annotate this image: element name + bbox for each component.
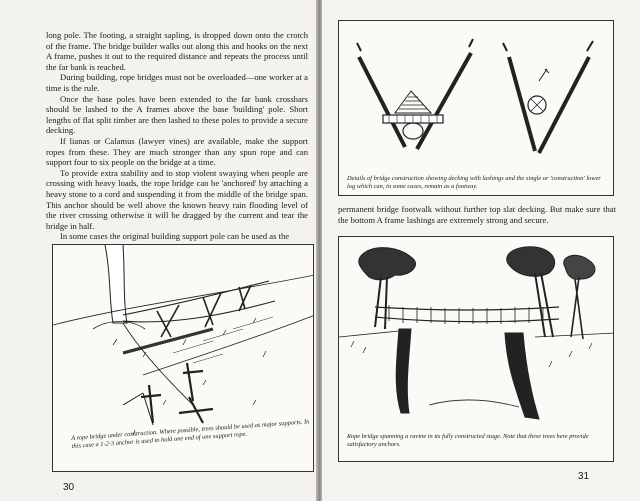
left-body-text [46,30,308,242]
bridge-construction-illustration [52,244,314,472]
page-number: 31 [578,471,590,482]
figure-caption: A rope bridge under construction. Where possible, trees should be used as major supports. In this case a 1-2-3 anchor is used to hold one end of one support rope. [71,418,310,450]
bridge-detail-illustration [338,20,614,196]
bridge-detail-drawing [339,21,614,196]
paragraph: permanent bridge footwalk without further top slat decking. But make sure that the bottom A frame lashings are extremely strong and secure. [338,204,616,225]
paragraph: During building, rope bridges must not be overloaded—one worker at a time is the rule. [46,72,308,93]
paragraph: If lianas or Calamus (lawyer vines) are available, make the support ropes from these. They are much stronger than any spun rope and can support four to six people on the bridge at a time. [46,135,308,168]
paragraph: In some cases the original building support pole can be used as the [60,231,290,242]
left-page [0,0,318,501]
paragraph: long pole. The footing, a straight sapling, is dropped down onto the crotch of the frame. The bridge builder walks out along this and hooks on the next A frame, pushes it out to the required distance and repeats the process until the far bank is reached. [46,30,308,72]
page-number: 30 [63,482,75,493]
ravine-bridge-drawing [339,237,614,462]
ravine-bridge-illustration [338,236,614,462]
figure-caption: Rope bridge spanning a ravine in its fully constructed stage. Note that three trees here provide satisfactory anchors. [347,433,589,448]
figure-caption: Details of bridge construction showing decking with lashings and the single or 'construction' lower log which can, in some cases, remain as a footway. [347,175,601,190]
paragraph: Once the base poles have been extended to the far bank crossbars should be lashed to the A frames above the base 'building' pole. Short lengths of flat split timber are then lashed to these poles to provide a secure decking. [46,93,308,136]
paragraph: To provide extra stability and to stop violent swaying when people are crossing with heavy loads, the rope bridge can be 'anchored' by attaching a heavy stone to a cord and suspending it from the middle of the bridge span. This anchor should be well above the known heavy rain flooding level of the river crossing otherwise it will be dragged by the current and tear the bridge in half. [46,167,308,231]
